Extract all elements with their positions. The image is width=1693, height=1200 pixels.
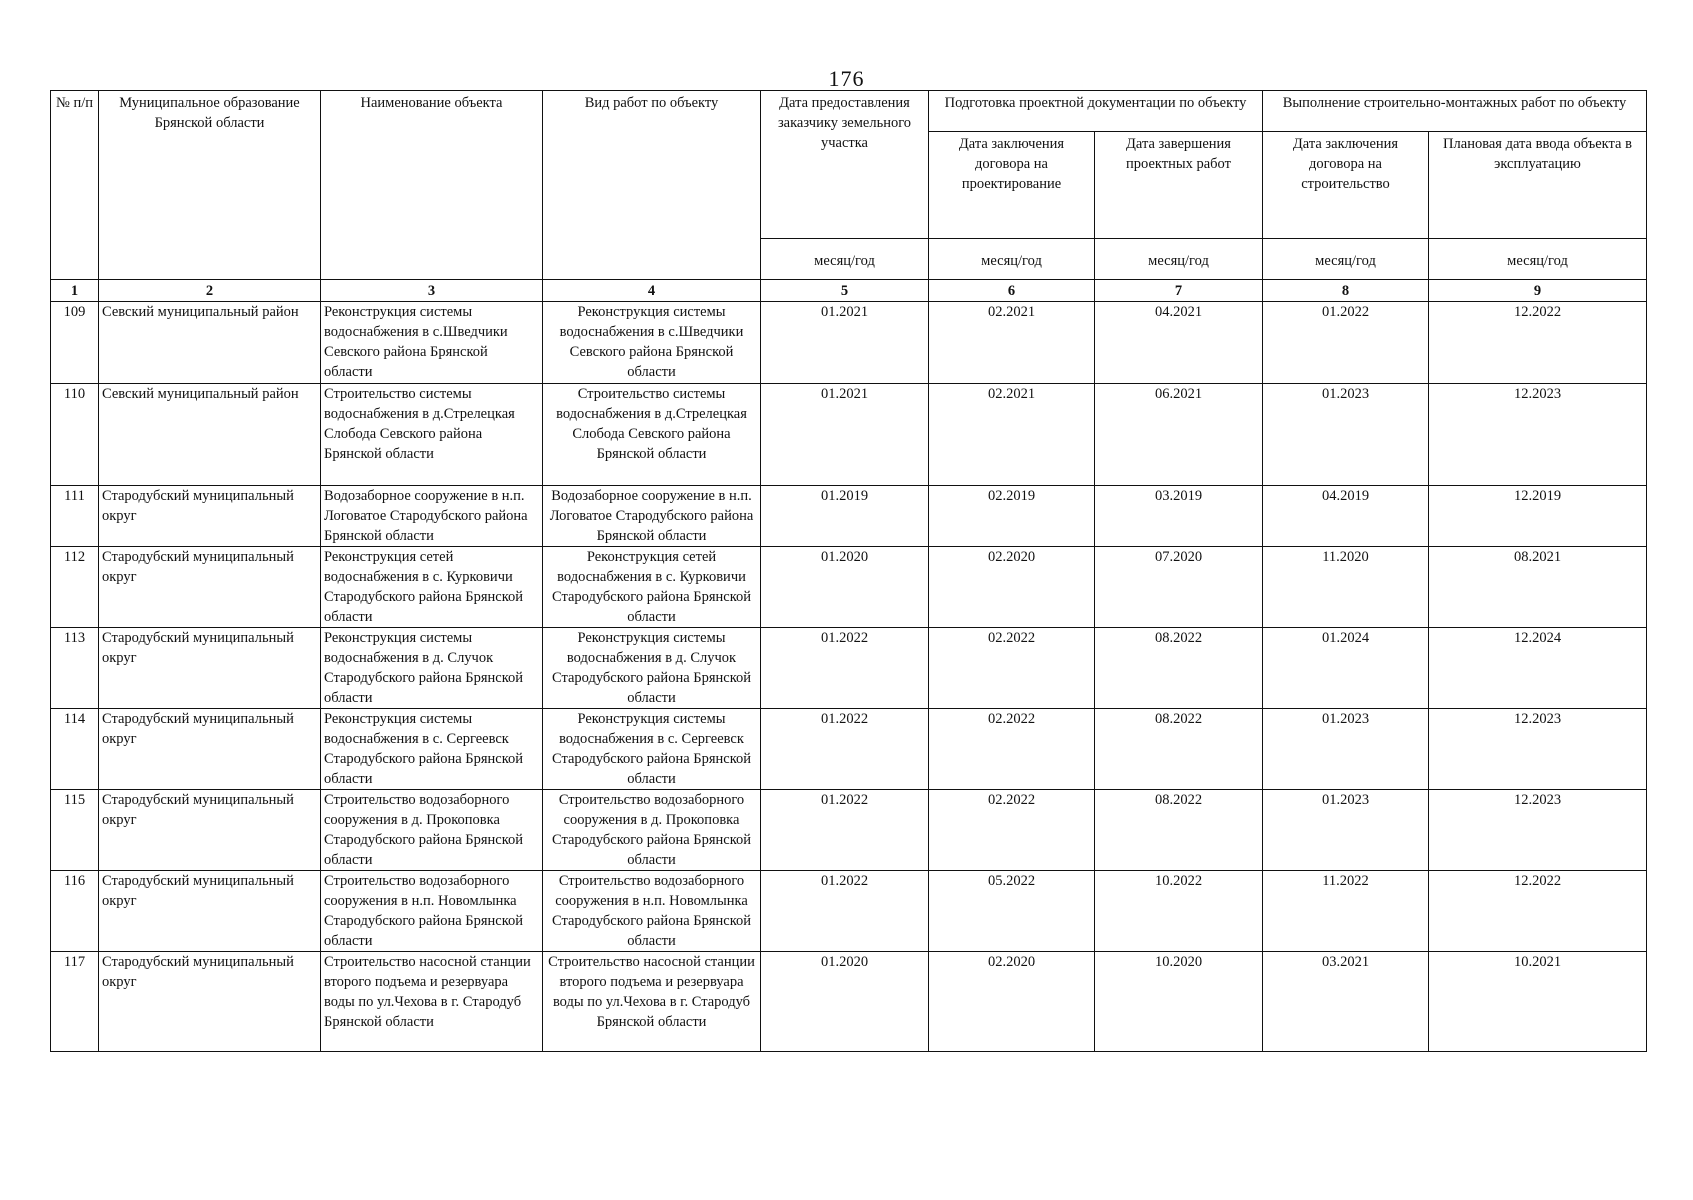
- land-date-cell: 01.2020: [761, 547, 929, 628]
- table-row: [51, 384, 1647, 486]
- object-name-cell: Строительство насосной станции второго подъема и резервуара воды по ул.Чехова в г. Стародуб Брянской области: [321, 952, 543, 1052]
- construction-contract-cell: 01.2023: [1263, 709, 1429, 790]
- work-type-cell: Строительство системы водоснабжения в д.Стрелецкая Слобода Севского района Брянской области: [543, 384, 761, 486]
- column-number: 6: [929, 280, 1095, 302]
- work-type-cell: Реконструкция сетей водоснабжения в с. Курковичи Стародубского района Брянской области: [543, 547, 761, 628]
- design-contract-cell: 02.2021: [929, 302, 1095, 384]
- table-row: [51, 628, 1647, 709]
- municipality-cell: Севский муниципальный район: [99, 384, 321, 486]
- column-number: 9: [1429, 280, 1647, 302]
- row-number: 112: [51, 547, 99, 628]
- construction-contract-cell: 03.2021: [1263, 952, 1429, 1052]
- municipality-cell: Стародубский муниципальный округ: [99, 952, 321, 1052]
- construction-contract-cell: 01.2024: [1263, 628, 1429, 709]
- municipality-cell: Севский муниципальный район: [99, 302, 321, 384]
- work-type-cell: Строительство водозаборного сооружения в д. Прокоповка Стародубского района Брянской области: [543, 790, 761, 871]
- row-number: 114: [51, 709, 99, 790]
- table-row: [51, 486, 1647, 547]
- municipality-cell: Стародубский муниципальный округ: [99, 871, 321, 952]
- land-date-cell: 01.2022: [761, 709, 929, 790]
- design-contract-cell: 02.2022: [929, 790, 1095, 871]
- object-name-cell: Строительство системы водоснабжения в д.Стрелецкая Слобода Севского района Брянской области: [321, 384, 543, 486]
- design-complete-cell: 03.2019: [1095, 486, 1263, 547]
- column-number: 7: [1095, 280, 1263, 302]
- commissioning-cell: 12.2023: [1429, 384, 1647, 486]
- municipality-cell: Стародубский муниципальный округ: [99, 709, 321, 790]
- header-land-date: Дата предоставления заказчику земельного участка: [761, 91, 929, 239]
- object-name-cell: Водозаборное сооружение в н.п. Логоватое Стародубского района Брянской области: [321, 486, 543, 547]
- header-work-type: Вид работ по объекту: [543, 91, 761, 280]
- commissioning-cell: 12.2019: [1429, 486, 1647, 547]
- object-name-cell: Реконструкция сетей водоснабжения в с. Курковичи Стародубского района Брянской области: [321, 547, 543, 628]
- header-num: № п/п: [51, 91, 99, 280]
- design-contract-cell: 02.2020: [929, 952, 1095, 1052]
- row-number: 116: [51, 871, 99, 952]
- table-row: [51, 790, 1647, 871]
- table-row: [51, 871, 1647, 952]
- design-complete-cell: 06.2021: [1095, 384, 1263, 486]
- table-row: [51, 709, 1647, 790]
- unit-design-contract: месяц/год: [929, 239, 1095, 280]
- commissioning-cell: 08.2021: [1429, 547, 1647, 628]
- unit-construction-contract: месяц/год: [1263, 239, 1429, 280]
- row-number: 109: [51, 302, 99, 384]
- land-date-cell: 01.2022: [761, 871, 929, 952]
- work-type-cell: Реконструкция системы водоснабжения в с.Шведчики Севского района Брянской области: [543, 302, 761, 384]
- land-date-cell: 01.2022: [761, 790, 929, 871]
- header-design-group: Подготовка проектной документации по объекту: [929, 91, 1263, 132]
- header-construction-contract: Дата заключения договора на строительство: [1263, 132, 1429, 239]
- row-number: 117: [51, 952, 99, 1052]
- land-date-cell: 01.2022: [761, 628, 929, 709]
- header-municipality: Муниципальное образование Брянской области: [99, 91, 321, 280]
- land-date-cell: 01.2019: [761, 486, 929, 547]
- design-complete-cell: 10.2020: [1095, 952, 1263, 1052]
- header-commissioning: Плановая дата ввода объекта в эксплуатацию: [1429, 132, 1647, 239]
- unit-design-complete: месяц/год: [1095, 239, 1263, 280]
- row-number: 110: [51, 384, 99, 486]
- table-header: [51, 91, 1647, 302]
- unit-land-date: месяц/год: [761, 239, 929, 280]
- design-complete-cell: 04.2021: [1095, 302, 1263, 384]
- table-body: [51, 302, 1647, 1052]
- work-type-cell: Реконструкция системы водоснабжения в д. Случок Стародубского района Брянской области: [543, 628, 761, 709]
- design-contract-cell: 02.2022: [929, 628, 1095, 709]
- table-row: [51, 302, 1647, 384]
- land-date-cell: 01.2021: [761, 384, 929, 486]
- design-contract-cell: 02.2021: [929, 384, 1095, 486]
- column-number: 8: [1263, 280, 1429, 302]
- construction-contract-cell: 01.2023: [1263, 384, 1429, 486]
- row-number: 111: [51, 486, 99, 547]
- object-name-cell: Реконструкция системы водоснабжения в д. Случок Стародубского района Брянской области: [321, 628, 543, 709]
- commissioning-cell: 12.2023: [1429, 790, 1647, 871]
- column-number: 2: [99, 280, 321, 302]
- commissioning-cell: 12.2022: [1429, 871, 1647, 952]
- design-complete-cell: 08.2022: [1095, 628, 1263, 709]
- column-number-row: [51, 280, 1647, 302]
- header-construction-group: Выполнение строительно-монтажных работ по объекту: [1263, 91, 1647, 132]
- construction-contract-cell: 04.2019: [1263, 486, 1429, 547]
- land-date-cell: 01.2021: [761, 302, 929, 384]
- header-design-contract: Дата заключения договора на проектирование: [929, 132, 1095, 239]
- construction-contract-cell: 01.2023: [1263, 790, 1429, 871]
- column-number: 3: [321, 280, 543, 302]
- land-date-cell: 01.2020: [761, 952, 929, 1052]
- column-number: 1: [51, 280, 99, 302]
- commissioning-cell: 12.2023: [1429, 709, 1647, 790]
- page-number: 176: [828, 66, 865, 91]
- header-row-top: [51, 91, 1647, 132]
- design-complete-cell: 08.2022: [1095, 790, 1263, 871]
- design-contract-cell: 05.2022: [929, 871, 1095, 952]
- construction-contract-cell: 11.2022: [1263, 871, 1429, 952]
- header-object-name: Наименование объекта: [321, 91, 543, 280]
- objects-table: [50, 90, 1647, 1052]
- commissioning-cell: 10.2021: [1429, 952, 1647, 1052]
- design-complete-cell: 08.2022: [1095, 709, 1263, 790]
- construction-contract-cell: 01.2022: [1263, 302, 1429, 384]
- column-number: 5: [761, 280, 929, 302]
- commissioning-cell: 12.2022: [1429, 302, 1647, 384]
- design-complete-cell: 10.2022: [1095, 871, 1263, 952]
- municipality-cell: Стародубский муниципальный округ: [99, 628, 321, 709]
- work-type-cell: Строительство насосной станции второго подъема и резервуара воды по ул.Чехова в г. Стародуб Брянской области: [543, 952, 761, 1052]
- row-number: 115: [51, 790, 99, 871]
- work-type-cell: Строительство водозаборного сооружения в н.п. Новомлынка Стародубского района Брянской области: [543, 871, 761, 952]
- design-contract-cell: 02.2022: [929, 709, 1095, 790]
- table-row: [51, 547, 1647, 628]
- design-complete-cell: 07.2020: [1095, 547, 1263, 628]
- work-type-cell: Водозаборное сооружение в н.п. Логоватое Стародубского района Брянской области: [543, 486, 761, 547]
- row-number: 113: [51, 628, 99, 709]
- unit-commissioning: месяц/год: [1429, 239, 1647, 280]
- design-contract-cell: 02.2020: [929, 547, 1095, 628]
- design-contract-cell: 02.2019: [929, 486, 1095, 547]
- table-row: [51, 952, 1647, 1052]
- municipality-cell: Стародубский муниципальный округ: [99, 486, 321, 547]
- commissioning-cell: 12.2024: [1429, 628, 1647, 709]
- construction-contract-cell: 11.2020: [1263, 547, 1429, 628]
- object-name-cell: Строительство водозаборного сооружения в д. Прокоповка Стародубского района Брянской области: [321, 790, 543, 871]
- municipality-cell: Стародубский муниципальный округ: [99, 790, 321, 871]
- object-name-cell: Строительство водозаборного сооружения в н.п. Новомлынка Стародубского района Брянской области: [321, 871, 543, 952]
- work-type-cell: Реконструкция системы водоснабжения в с. Сергеевск Стародубского района Брянской области: [543, 709, 761, 790]
- object-name-cell: Реконструкция системы водоснабжения в с.Шведчики Севского района Брянской области: [321, 302, 543, 384]
- object-name-cell: Реконструкция системы водоснабжения в с. Сергеевск Стародубского района Брянской области: [321, 709, 543, 790]
- municipality-cell: Стародубский муниципальный округ: [99, 547, 321, 628]
- column-number: 4: [543, 280, 761, 302]
- header-design-complete: Дата завершения проектных работ: [1095, 132, 1263, 239]
